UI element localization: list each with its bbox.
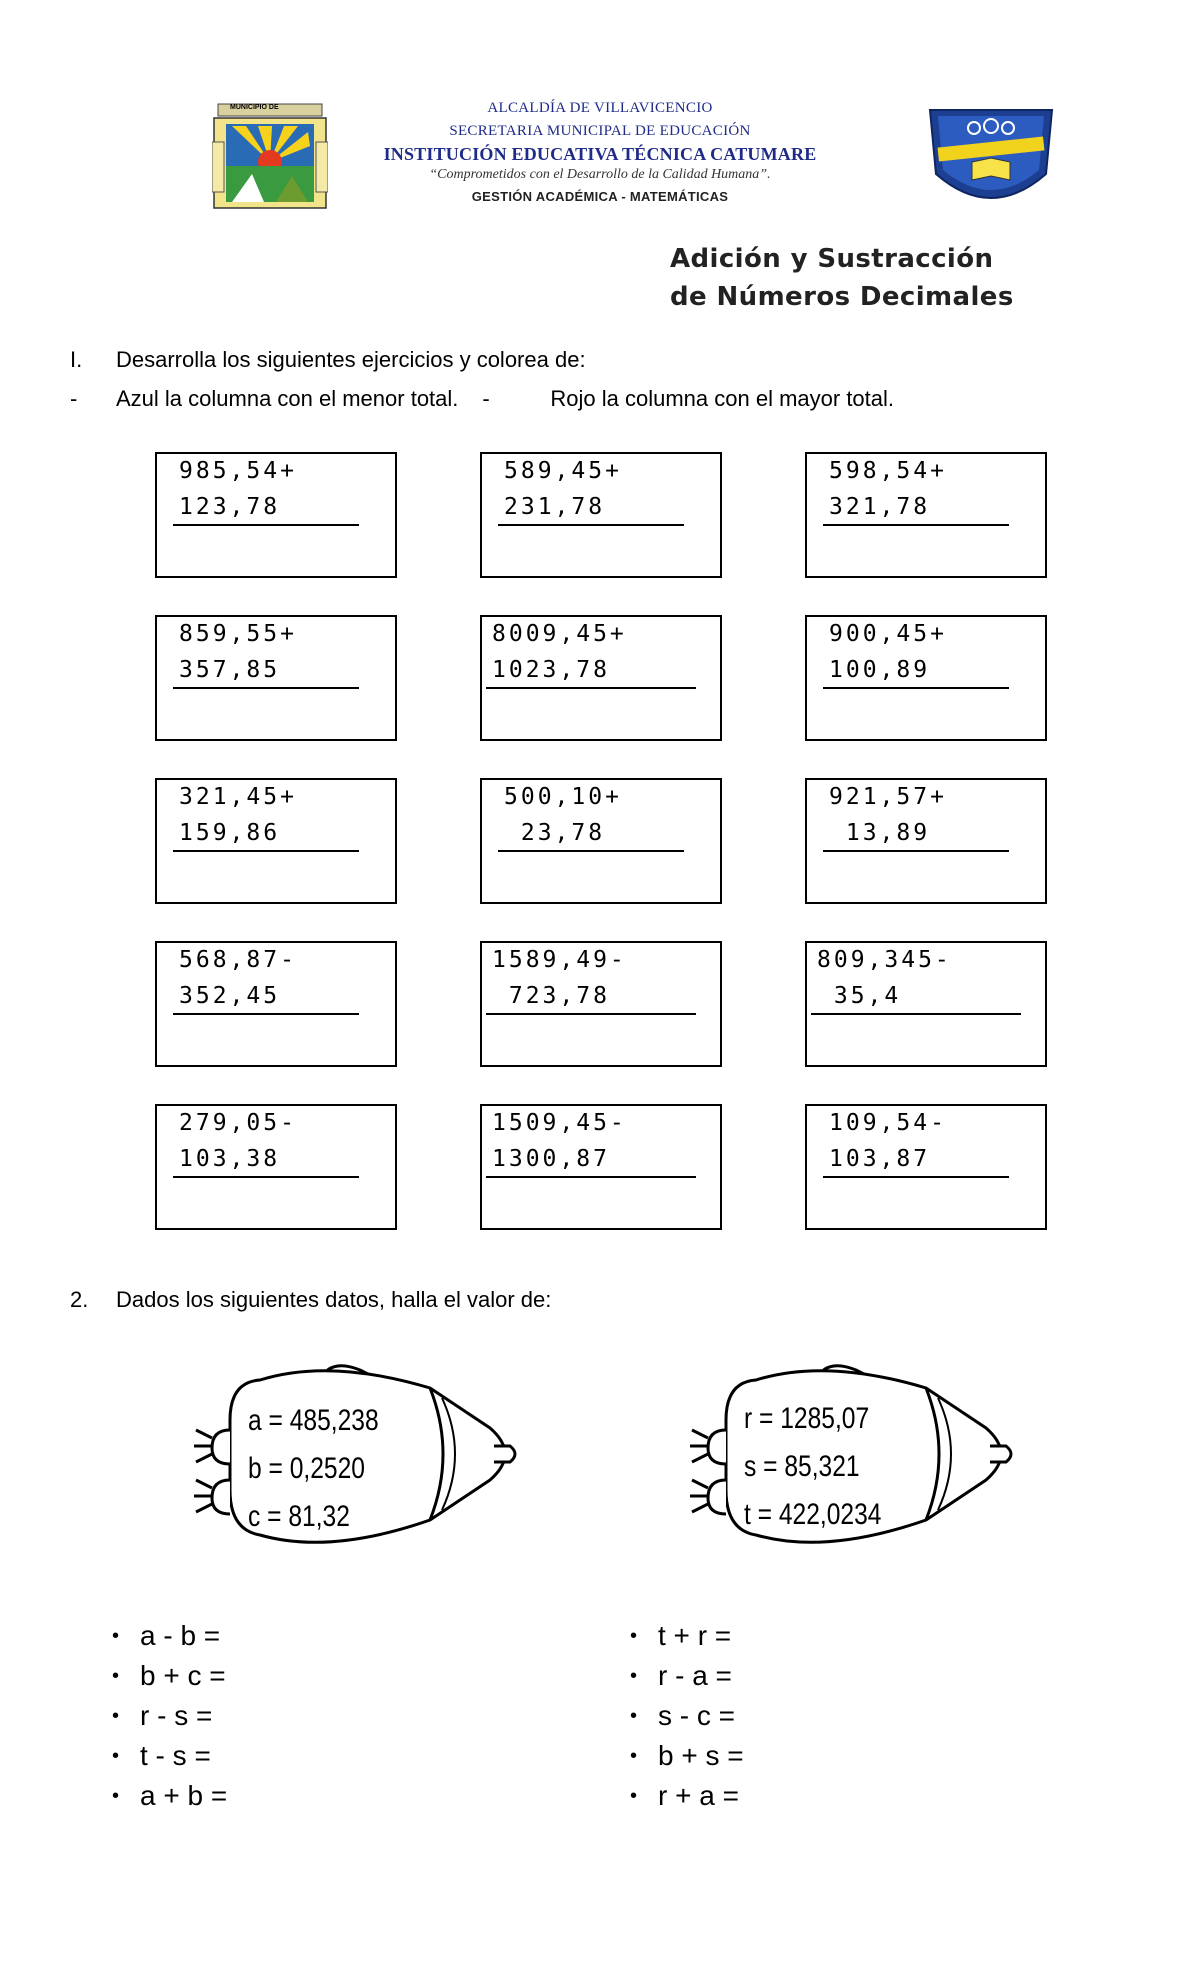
exercise-top-number: 1589,49- — [492, 947, 627, 973]
header-city: ALCALDÍA DE VILLAVICENCIO — [487, 100, 713, 116]
bullet-icon: • — [112, 1745, 120, 1767]
sum-rule-line — [173, 524, 359, 526]
exercise-box — [480, 615, 722, 741]
sum-rule-line — [173, 687, 359, 689]
sum-rule-line — [486, 1176, 696, 1178]
section-2-instruction — [70, 1287, 551, 1313]
exercise-box — [480, 941, 722, 1067]
section-1-number: I. — [70, 347, 83, 372]
operation-text: r - a = — [658, 1660, 732, 1691]
exercise-top-number: 859,55+ — [179, 621, 297, 647]
title-line-2: de Números Decimales — [670, 282, 1014, 312]
section-1-color-rules — [70, 386, 894, 412]
header-secretariat: SECRETARIA MUNICIPAL DE EDUCACIÓN — [449, 123, 751, 139]
exercise-bottom-number: 13,89 — [829, 820, 931, 846]
bullet-icon: • — [112, 1785, 120, 1807]
rule-red: Rojo la columna con el mayor total. — [550, 386, 895, 411]
exercise-top-number: 568,87- — [179, 947, 297, 973]
section-2-number: 2. — [70, 1287, 89, 1312]
sum-rule-line — [173, 1176, 359, 1178]
exercise-top-number: 985,54+ — [179, 458, 297, 484]
operation-text: b + c = — [140, 1660, 226, 1691]
exercise-bottom-number: 100,89 — [829, 657, 931, 683]
operation-text: r - s = — [140, 1700, 213, 1731]
sum-rule-line — [486, 687, 696, 689]
exercise-bottom-number: 321,78 — [829, 494, 931, 520]
section-1-text: Desarrolla los siguientes ejercicios y colorea de: — [116, 347, 586, 372]
operation-text: t + r = — [658, 1620, 732, 1651]
sum-rule-line — [823, 1176, 1009, 1178]
bullet-icon: • — [112, 1665, 120, 1687]
municipality-logo — [212, 102, 328, 212]
sum-rule-line — [498, 524, 684, 526]
sum-rule-line — [811, 1013, 1021, 1015]
exercise-bottom-number: 357,85 — [179, 657, 281, 683]
operation-text: s - c = — [658, 1700, 736, 1731]
operations-list-right — [630, 1616, 744, 1816]
rocket-right — [686, 1350, 1116, 1560]
exercise-bottom-number: 103,38 — [179, 1146, 281, 1172]
exercise-box — [805, 615, 1047, 741]
rocket-left — [190, 1350, 620, 1560]
sum-rule-line — [498, 850, 684, 852]
header-institution: INSTITUCIÓN EDUCATIVA TÉCNICA CATUMARE — [383, 144, 817, 164]
exercise-bottom-number: 1023,78 — [492, 657, 610, 683]
exercise-top-number: 1509,45- — [492, 1110, 627, 1136]
operation-text: b + s = — [658, 1740, 744, 1771]
exercise-box — [480, 1104, 722, 1230]
exercise-bottom-number: 1300,87 — [492, 1146, 610, 1172]
sum-rule-line — [486, 1013, 696, 1015]
bullet-icon: • — [630, 1705, 638, 1727]
operation-item — [630, 1616, 744, 1656]
exercise-top-number: 598,54+ — [829, 458, 947, 484]
header-text-block — [320, 100, 880, 204]
exercise-bottom-number: 723,78 — [492, 983, 610, 1009]
sum-rule-line — [173, 850, 359, 852]
operation-item — [112, 1616, 227, 1656]
bullet-icon: • — [630, 1665, 638, 1687]
section-2-text: Dados los siguientes datos, halla el valor de: — [116, 1287, 552, 1312]
section-1-instruction — [70, 347, 586, 373]
operation-item — [112, 1776, 227, 1816]
exercise-top-number: 589,45+ — [504, 458, 622, 484]
bullet-icon: • — [630, 1745, 638, 1767]
value-s: s = 85,321 — [744, 1450, 860, 1483]
exercise-top-number: 809,345- — [817, 947, 952, 973]
exercise-bottom-number: 35,4 — [817, 983, 902, 1009]
exercise-bottom-number: 103,87 — [829, 1146, 931, 1172]
exercise-bottom-number: 123,78 — [179, 494, 281, 520]
exercise-grid — [155, 452, 1047, 1232]
header-department: GESTIÓN ACADÉMICA - MATEMÁTICAS — [471, 189, 729, 204]
exercise-bottom-number: 231,78 — [504, 494, 606, 520]
bullet-icon: • — [112, 1625, 120, 1647]
exercise-box — [805, 452, 1047, 578]
exercise-box — [805, 941, 1047, 1067]
rule-blue: Azul la columna con el menor total. — [116, 386, 459, 411]
operation-item — [630, 1656, 744, 1696]
sum-rule-line — [823, 687, 1009, 689]
dash-1: - — [70, 386, 78, 411]
sum-rule-line — [823, 524, 1009, 526]
operation-item — [112, 1656, 227, 1696]
exercise-box — [805, 778, 1047, 904]
bullet-icon: • — [112, 1705, 120, 1727]
school-shield-logo — [924, 104, 1058, 216]
header-motto: “Comprometidos con el Desarrollo de la Calidad Humana”. — [429, 167, 771, 182]
worksheet-title — [670, 240, 1014, 316]
title-line-1: Adición y Sustracción — [670, 244, 994, 274]
exercise-top-number: 500,10+ — [504, 784, 622, 810]
exercise-top-number: 8009,45+ — [492, 621, 627, 647]
exercise-box — [155, 778, 397, 904]
exercise-box — [480, 778, 722, 904]
exercise-top-number: 900,45+ — [829, 621, 947, 647]
dash-2: - — [482, 386, 490, 411]
exercise-bottom-number: 23,78 — [504, 820, 606, 846]
operation-item — [630, 1696, 744, 1736]
operation-item — [112, 1696, 227, 1736]
logo-caption: MUNICIPIO DE — [230, 104, 279, 111]
bullet-icon: • — [630, 1785, 638, 1807]
value-c: c = 81,32 — [248, 1500, 350, 1533]
operation-item — [630, 1776, 744, 1816]
exercise-box — [805, 1104, 1047, 1230]
value-r: r = 1285,07 — [744, 1402, 870, 1435]
exercise-bottom-number: 352,45 — [179, 983, 281, 1009]
value-b: b = 0,2520 — [248, 1452, 365, 1485]
operation-text: t - s = — [140, 1740, 211, 1771]
sum-rule-line — [173, 1013, 359, 1015]
exercise-bottom-number: 159,86 — [179, 820, 281, 846]
exercise-box — [155, 941, 397, 1067]
operations-list-left — [112, 1616, 227, 1816]
exercise-top-number: 109,54- — [829, 1110, 947, 1136]
exercise-box — [155, 1104, 397, 1230]
exercise-top-number: 921,57+ — [829, 784, 947, 810]
exercise-box — [480, 452, 722, 578]
operation-text: r + a = — [658, 1780, 739, 1811]
value-a: a = 485,238 — [248, 1404, 379, 1437]
exercise-top-number: 279,05- — [179, 1110, 297, 1136]
value-t: t = 422,0234 — [744, 1498, 882, 1531]
exercise-box — [155, 452, 397, 578]
operation-text: a + b = — [140, 1780, 228, 1811]
operation-item — [630, 1736, 744, 1776]
exercise-top-number: 321,45+ — [179, 784, 297, 810]
exercise-box — [155, 615, 397, 741]
operation-text: a - b = — [140, 1620, 221, 1651]
operation-item — [112, 1736, 227, 1776]
sum-rule-line — [823, 850, 1009, 852]
bullet-icon: • — [630, 1625, 638, 1647]
